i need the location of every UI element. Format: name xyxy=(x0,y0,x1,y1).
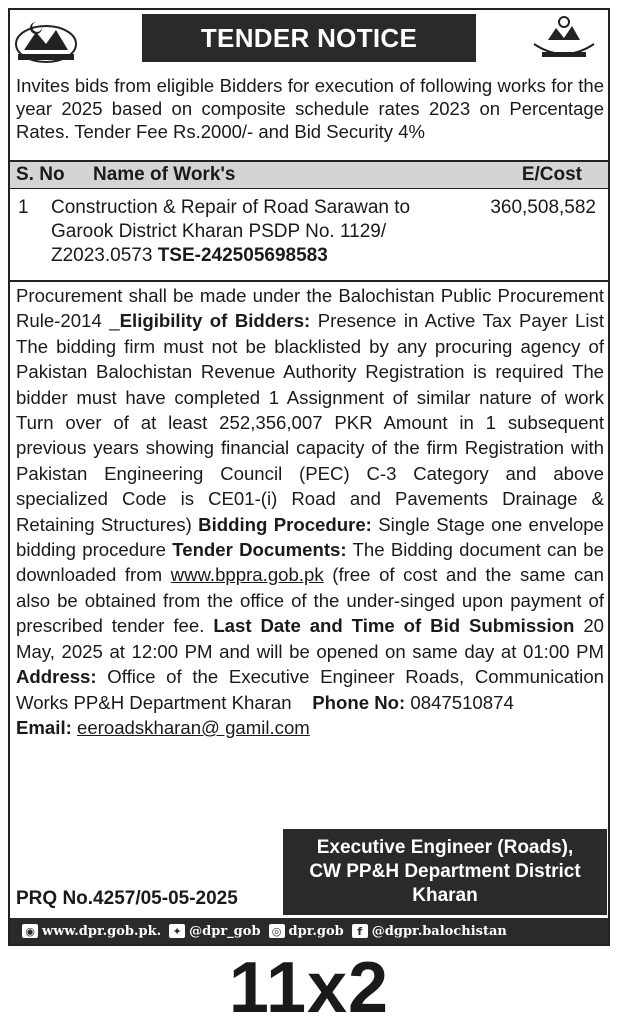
procedure-label: Bidding Procedure: xyxy=(198,513,372,535)
bppra-link[interactable]: www.bppra.gob.pk xyxy=(170,564,324,586)
phone-label: Phone No: xyxy=(312,691,406,713)
notice-body xyxy=(16,283,604,740)
signature-line-2: CW PP&H Department District xyxy=(309,861,581,882)
body-text: (free of cost and the same can also be obtained from the office of the under-singed upon payment of prescribed tender fee. xyxy=(16,564,604,637)
table-divider xyxy=(10,280,608,282)
facebook-icon: f xyxy=(352,924,368,938)
signature-line-1: Executive Engineer (Roads), xyxy=(316,837,574,858)
row-work-name xyxy=(51,196,431,268)
twitter-icon: ✦ xyxy=(169,924,185,938)
government-seal-right-icon xyxy=(528,14,600,64)
globe-icon: ◉ xyxy=(22,924,38,938)
signature-line-3: Kharan xyxy=(412,885,478,906)
address-label: Address: xyxy=(16,666,97,688)
email-link[interactable]: eeroadskharan@ gamil.com xyxy=(76,716,310,738)
email-label: Email: xyxy=(16,716,72,738)
prq-number: PRQ No.4257/05-05-2025 xyxy=(16,888,238,909)
footer-bar xyxy=(10,918,608,944)
header-estimated-cost: E/Cost xyxy=(521,164,582,185)
table-row xyxy=(10,190,608,278)
last-date-label: Last Date and Time of Bid Submission xyxy=(213,615,575,637)
body-text: The Bidding document can be downloaded from xyxy=(16,539,604,586)
header-name-of-work: Name of Work's xyxy=(93,164,236,185)
body-text: Single Stage one envelope bidding procedure xyxy=(16,513,604,561)
balochistan-emblem-left-icon xyxy=(10,14,82,64)
phone-number: 0847510874 xyxy=(405,691,514,713)
page-title: TENDER NOTICE xyxy=(142,14,476,62)
table-header xyxy=(10,160,608,189)
footer-website[interactable]: www.dpr.gob.pk. xyxy=(42,923,162,939)
row-sno: 1 xyxy=(18,197,29,218)
header-sno: S. No xyxy=(16,164,65,185)
signature-block xyxy=(283,829,607,915)
body-text: Presence in Active Tax Payer List The bidding firm must not be blacklisted by any procuring agency of Pakistan Balochistan Revenue Authority Registration is required The bidder must have completed 1 Assignment of similar nature of work Turn over of at least 252,356,007 PKR Amount in 1 subsequent previous years showing financial capacity of the firm Registration with Pakistan Engineering Council (PEC) C-3 Category and above specialized Code is CE01-(i) Road and Pavements Drainage & Retaining Structures) xyxy=(16,310,604,535)
row-tse-number: TSE-242505698583 xyxy=(157,245,328,266)
body-text: Office of the Executive Engineer Roads, Communication Works PP&H Department Kharan xyxy=(16,666,604,713)
eligibility-label: Eligibility of Bidders: xyxy=(119,310,311,332)
footer-facebook[interactable]: @dgpr.balochistan xyxy=(371,923,507,939)
intro-text: Invites bids from eligible Bidders for execution of following works for the year 2025 based on composite schedule rates 2023 on Percentage Rates. Tender Fee Rs.2000/- and Bid Security 4% xyxy=(16,75,604,142)
instagram-icon: ◎ xyxy=(269,924,285,938)
row-work-text: Construction & Repair of Road Sarawan to Garook District Kharan PSDP No. 1129/ Z2023.0573 xyxy=(51,197,411,266)
body-text: Procurement shall be made under the Balochistan Public Procurement Rule-2014 _ xyxy=(16,285,604,332)
body-text: 20 May, 2025 at 12:00 PM and will be opened on same day at 01:00 PM xyxy=(16,615,605,662)
footer-instagram[interactable]: dpr.gob xyxy=(288,923,344,939)
row-cost: 360,508,582 xyxy=(490,197,596,218)
documents-label: Tender Documents: xyxy=(172,539,347,561)
footer-twitter[interactable]: @dpr_gob xyxy=(189,923,261,939)
ad-size-label: 11x2 xyxy=(228,948,390,1028)
